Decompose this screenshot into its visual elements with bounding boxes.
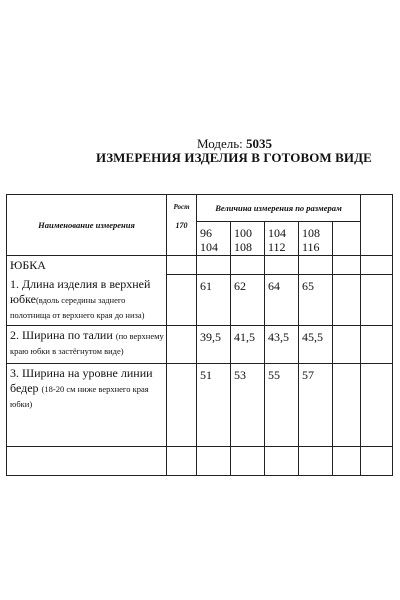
col-name-header: Наименование измерения <box>7 195 167 256</box>
empty-cell <box>167 364 197 447</box>
empty-cell <box>265 447 299 476</box>
empty-cell <box>361 195 393 222</box>
model-label: Модель: <box>197 136 243 151</box>
empty-cell <box>361 447 393 476</box>
empty-cell <box>231 447 265 476</box>
page-title: ИЗМЕРЕНИЯ ИЗДЕЛИЯ В ГОТОВОМ ВИДЕ <box>96 150 372 165</box>
empty-cell <box>197 447 231 476</box>
empty-cell <box>361 274 393 326</box>
value-cell: 51 <box>197 364 231 447</box>
empty-cell <box>167 255 197 274</box>
empty-cell <box>361 364 393 447</box>
empty-cell <box>167 447 197 476</box>
empty-cell <box>333 221 361 255</box>
empty-cell <box>265 255 299 274</box>
empty-cell <box>361 255 393 274</box>
empty-cell <box>333 255 361 274</box>
empty-cell <box>361 326 393 364</box>
height-value: 170 <box>175 221 188 230</box>
table-row-label: 1. Длина изделия в верхней юбке(вдоль середины заднего полотнища от верхнего края до низа) <box>7 274 167 326</box>
value-cell: 62 <box>231 274 265 326</box>
value-cell: 64 <box>265 274 299 326</box>
empty-cell <box>333 274 361 326</box>
empty-cell <box>7 447 167 476</box>
col-values-header: Величина измерения по размерам <box>197 195 361 222</box>
value-cell: 61 <box>197 274 231 326</box>
value-cell: 39,5 <box>197 326 231 364</box>
table-row-label: 3. Ширина на уровне линии бедер (18-20 см ниже верхнего края юбки) <box>7 364 167 447</box>
value-cell: 55 <box>265 364 299 447</box>
section-title: ЮБКА <box>7 255 167 274</box>
value-cell: 45,5 <box>299 326 333 364</box>
height-label: Рост <box>173 203 190 211</box>
empty-cell <box>361 221 393 255</box>
size-cell: 96 104 <box>197 221 231 255</box>
size-cell: 100 108 <box>231 221 265 255</box>
empty-cell <box>333 447 361 476</box>
empty-cell <box>197 255 231 274</box>
col-height-header <box>167 195 197 256</box>
value-cell: 65 <box>299 274 333 326</box>
size-cell: 104 112 <box>265 221 299 255</box>
empty-cell <box>299 255 333 274</box>
empty-cell <box>231 255 265 274</box>
empty-cell <box>167 274 197 326</box>
value-cell: 43,5 <box>265 326 299 364</box>
empty-cell <box>333 364 361 447</box>
value-cell: 41,5 <box>231 326 265 364</box>
empty-cell <box>333 326 361 364</box>
value-cell: 57 <box>299 364 333 447</box>
empty-cell <box>167 326 197 364</box>
measurement-table <box>6 194 393 476</box>
size-cell: 108 116 <box>299 221 333 255</box>
table-row-label: 2. Ширина по талии (по верхнему краю юбки в застёгнутом виде) <box>7 326 167 364</box>
value-cell: 53 <box>231 364 265 447</box>
model-number: 5035 <box>246 136 273 151</box>
empty-cell <box>299 447 333 476</box>
